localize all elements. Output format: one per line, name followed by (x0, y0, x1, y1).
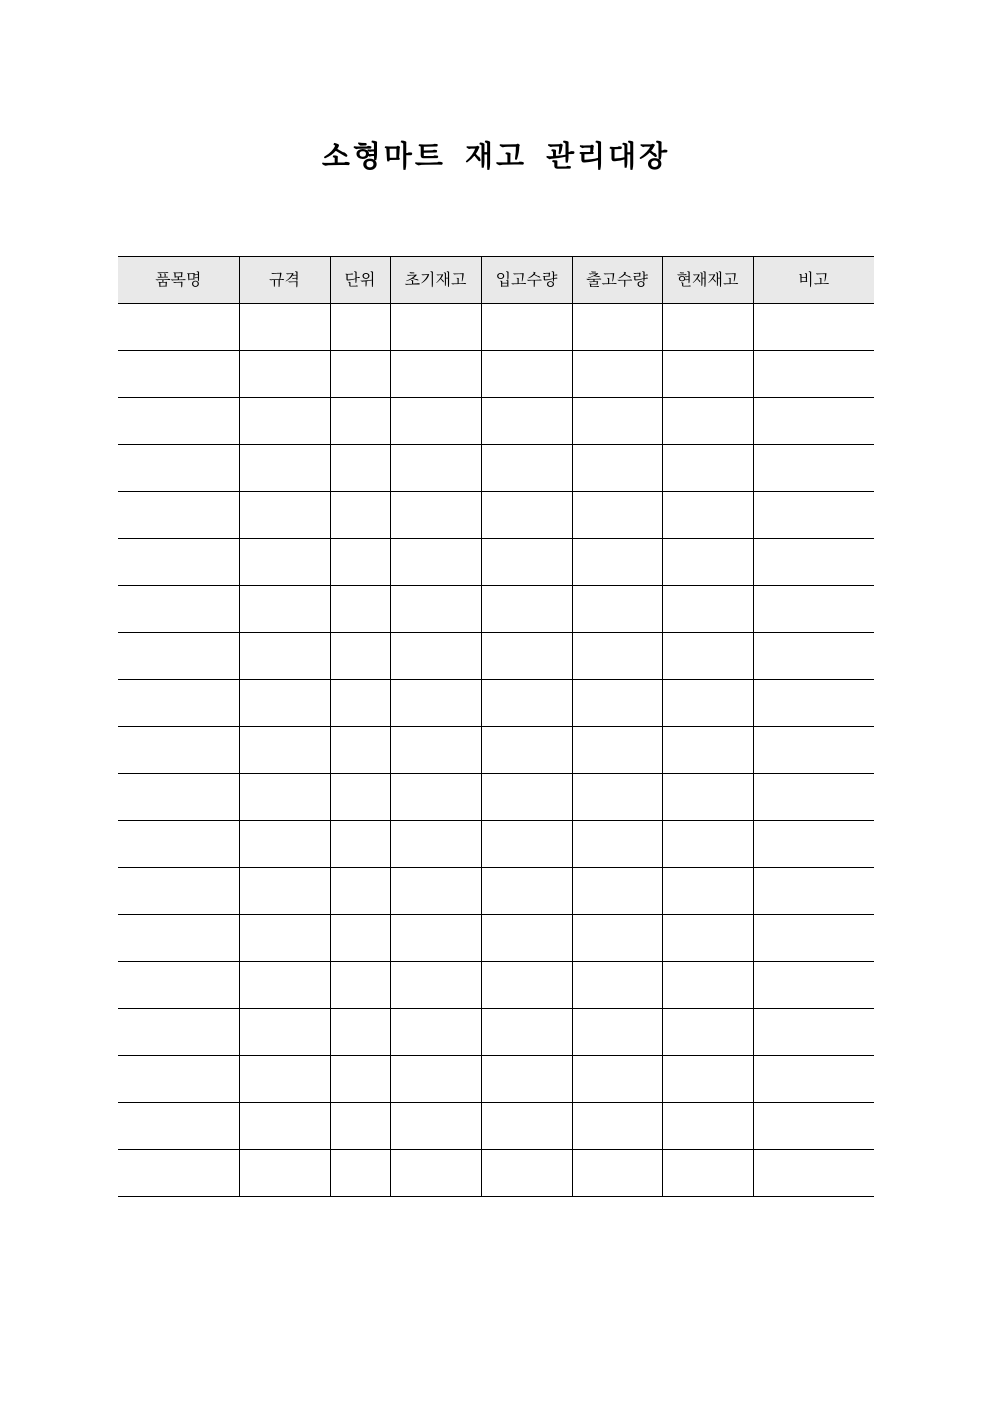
cell-item-name[interactable] (118, 1103, 239, 1150)
cell-remarks[interactable] (753, 727, 874, 774)
cell-current-stock[interactable] (662, 727, 753, 774)
cell-initial-stock[interactable] (390, 774, 481, 821)
cell-unit[interactable] (330, 915, 390, 962)
table-row (118, 633, 874, 680)
table-row (118, 398, 874, 445)
table-row (118, 868, 874, 915)
cell-current-stock[interactable] (662, 1103, 753, 1150)
cell-unit[interactable] (330, 868, 390, 915)
cell-spec[interactable] (239, 1009, 330, 1056)
cell-remarks[interactable] (753, 492, 874, 539)
cell-shipped-qty[interactable] (572, 727, 662, 774)
cell-initial-stock[interactable] (390, 304, 481, 351)
cell-spec[interactable] (239, 727, 330, 774)
cell-unit[interactable] (330, 962, 390, 1009)
cell-initial-stock[interactable] (390, 539, 481, 586)
cell-received-qty[interactable] (481, 304, 572, 351)
cell-initial-stock[interactable] (390, 1150, 481, 1197)
cell-received-qty[interactable] (481, 445, 572, 492)
cell-received-qty[interactable] (481, 680, 572, 727)
cell-received-qty[interactable] (481, 868, 572, 915)
cell-current-stock[interactable] (662, 539, 753, 586)
cell-spec[interactable] (239, 492, 330, 539)
cell-item-name[interactable] (118, 680, 239, 727)
cell-initial-stock[interactable] (390, 680, 481, 727)
cell-initial-stock[interactable] (390, 445, 481, 492)
cell-current-stock[interactable] (662, 492, 753, 539)
cell-shipped-qty[interactable] (572, 915, 662, 962)
cell-shipped-qty[interactable] (572, 821, 662, 868)
cell-spec[interactable] (239, 1056, 330, 1103)
table-row (118, 680, 874, 727)
table-body (118, 304, 874, 1197)
cell-current-stock[interactable] (662, 351, 753, 398)
cell-received-qty[interactable] (481, 633, 572, 680)
cell-current-stock[interactable] (662, 633, 753, 680)
table-row (118, 304, 874, 351)
cell-initial-stock[interactable] (390, 1009, 481, 1056)
cell-current-stock[interactable] (662, 1056, 753, 1103)
header-received-qty: 입고수량 (481, 257, 572, 304)
cell-remarks[interactable] (753, 351, 874, 398)
cell-item-name[interactable] (118, 1009, 239, 1056)
cell-item-name[interactable] (118, 351, 239, 398)
cell-spec[interactable] (239, 774, 330, 821)
cell-initial-stock[interactable] (390, 868, 481, 915)
table-row (118, 962, 874, 1009)
table-row (118, 1150, 874, 1197)
cell-unit[interactable] (330, 304, 390, 351)
cell-item-name[interactable] (118, 727, 239, 774)
cell-remarks[interactable] (753, 962, 874, 1009)
cell-shipped-qty[interactable] (572, 586, 662, 633)
cell-remarks[interactable] (753, 1103, 874, 1150)
cell-spec[interactable] (239, 633, 330, 680)
cell-initial-stock[interactable] (390, 351, 481, 398)
cell-received-qty[interactable] (481, 821, 572, 868)
cell-remarks[interactable] (753, 633, 874, 680)
cell-item-name[interactable] (118, 868, 239, 915)
inventory-table (118, 256, 874, 1197)
cell-remarks[interactable] (753, 774, 874, 821)
cell-received-qty[interactable] (481, 398, 572, 445)
cell-spec[interactable] (239, 304, 330, 351)
cell-initial-stock[interactable] (390, 1056, 481, 1103)
cell-current-stock[interactable] (662, 680, 753, 727)
cell-received-qty[interactable] (481, 962, 572, 1009)
cell-initial-stock[interactable] (390, 633, 481, 680)
cell-received-qty[interactable] (481, 774, 572, 821)
cell-initial-stock[interactable] (390, 398, 481, 445)
cell-spec[interactable] (239, 1150, 330, 1197)
table-row (118, 915, 874, 962)
cell-received-qty[interactable] (481, 1009, 572, 1056)
cell-item-name[interactable] (118, 962, 239, 1009)
cell-item-name[interactable] (118, 586, 239, 633)
cell-current-stock[interactable] (662, 586, 753, 633)
cell-current-stock[interactable] (662, 821, 753, 868)
table-row (118, 586, 874, 633)
cell-unit[interactable] (330, 1103, 390, 1150)
table-row (118, 821, 874, 868)
cell-received-qty[interactable] (481, 351, 572, 398)
cell-initial-stock[interactable] (390, 727, 481, 774)
cell-current-stock[interactable] (662, 915, 753, 962)
cell-shipped-qty[interactable] (572, 962, 662, 1009)
cell-shipped-qty[interactable] (572, 1150, 662, 1197)
cell-remarks[interactable] (753, 868, 874, 915)
table-row (118, 774, 874, 821)
cell-spec[interactable] (239, 915, 330, 962)
cell-shipped-qty[interactable] (572, 774, 662, 821)
cell-received-qty[interactable] (481, 492, 572, 539)
cell-unit[interactable] (330, 727, 390, 774)
cell-remarks[interactable] (753, 915, 874, 962)
cell-received-qty[interactable] (481, 727, 572, 774)
cell-item-name[interactable] (118, 445, 239, 492)
cell-initial-stock[interactable] (390, 962, 481, 1009)
table-row (118, 445, 874, 492)
page-title: 소형마트 재고 관리대장 (321, 139, 671, 173)
table-row (118, 539, 874, 586)
cell-spec[interactable] (239, 539, 330, 586)
cell-remarks[interactable] (753, 1009, 874, 1056)
cell-unit[interactable] (330, 539, 390, 586)
cell-remarks[interactable] (753, 398, 874, 445)
cell-unit[interactable] (330, 586, 390, 633)
cell-spec[interactable] (239, 680, 330, 727)
cell-received-qty[interactable] (481, 586, 572, 633)
header-current-stock: 현재재고 (662, 257, 753, 304)
cell-shipped-qty[interactable] (572, 398, 662, 445)
cell-received-qty[interactable] (481, 1056, 572, 1103)
cell-remarks[interactable] (753, 680, 874, 727)
cell-current-stock[interactable] (662, 398, 753, 445)
header-initial-stock: 초기재고 (390, 257, 481, 304)
cell-unit[interactable] (330, 1150, 390, 1197)
cell-item-name[interactable] (118, 304, 239, 351)
table-row (118, 351, 874, 398)
cell-initial-stock[interactable] (390, 492, 481, 539)
cell-remarks[interactable] (753, 821, 874, 868)
cell-remarks[interactable] (753, 445, 874, 492)
header-remarks: 비고 (753, 257, 874, 304)
cell-remarks[interactable] (753, 304, 874, 351)
cell-unit[interactable] (330, 351, 390, 398)
cell-unit[interactable] (330, 633, 390, 680)
cell-unit[interactable] (330, 680, 390, 727)
cell-initial-stock[interactable] (390, 1103, 481, 1150)
cell-initial-stock[interactable] (390, 821, 481, 868)
cell-unit[interactable] (330, 774, 390, 821)
cell-shipped-qty[interactable] (572, 1009, 662, 1056)
cell-shipped-qty[interactable] (572, 304, 662, 351)
cell-item-name[interactable] (118, 633, 239, 680)
table-row (118, 727, 874, 774)
header-spec: 규격 (239, 257, 330, 304)
cell-received-qty[interactable] (481, 1150, 572, 1197)
cell-current-stock[interactable] (662, 1150, 753, 1197)
cell-unit[interactable] (330, 821, 390, 868)
table-row (118, 1103, 874, 1150)
cell-spec[interactable] (239, 1103, 330, 1150)
cell-item-name[interactable] (118, 774, 239, 821)
cell-unit[interactable] (330, 1009, 390, 1056)
cell-shipped-qty[interactable] (572, 351, 662, 398)
cell-spec[interactable] (239, 962, 330, 1009)
cell-received-qty[interactable] (481, 1103, 572, 1150)
cell-remarks[interactable] (753, 1150, 874, 1197)
cell-current-stock[interactable] (662, 445, 753, 492)
cell-shipped-qty[interactable] (572, 868, 662, 915)
cell-shipped-qty[interactable] (572, 680, 662, 727)
header-item-name: 품목명 (118, 257, 239, 304)
table-row (118, 1056, 874, 1103)
cell-unit[interactable] (330, 398, 390, 445)
cell-item-name[interactable] (118, 398, 239, 445)
cell-spec[interactable] (239, 868, 330, 915)
cell-spec[interactable] (239, 586, 330, 633)
cell-remarks[interactable] (753, 586, 874, 633)
cell-spec[interactable] (239, 821, 330, 868)
cell-spec[interactable] (239, 398, 330, 445)
table-header-row (118, 257, 874, 304)
cell-unit[interactable] (330, 1056, 390, 1103)
table-row (118, 492, 874, 539)
cell-remarks[interactable] (753, 539, 874, 586)
cell-shipped-qty[interactable] (572, 633, 662, 680)
cell-current-stock[interactable] (662, 774, 753, 821)
header-shipped-qty: 출고수량 (572, 257, 662, 304)
cell-received-qty[interactable] (481, 915, 572, 962)
cell-initial-stock[interactable] (390, 915, 481, 962)
cell-item-name[interactable] (118, 1150, 239, 1197)
cell-shipped-qty[interactable] (572, 445, 662, 492)
cell-unit[interactable] (330, 445, 390, 492)
cell-initial-stock[interactable] (390, 586, 481, 633)
cell-spec[interactable] (239, 445, 330, 492)
cell-item-name[interactable] (118, 1056, 239, 1103)
cell-unit[interactable] (330, 492, 390, 539)
cell-received-qty[interactable] (481, 539, 572, 586)
cell-spec[interactable] (239, 351, 330, 398)
cell-item-name[interactable] (118, 915, 239, 962)
cell-current-stock[interactable] (662, 1009, 753, 1056)
table-row (118, 1009, 874, 1056)
cell-current-stock[interactable] (662, 962, 753, 1009)
cell-shipped-qty[interactable] (572, 1103, 662, 1150)
cell-shipped-qty[interactable] (572, 1056, 662, 1103)
cell-current-stock[interactable] (662, 868, 753, 915)
cell-shipped-qty[interactable] (572, 539, 662, 586)
cell-item-name[interactable] (118, 539, 239, 586)
header-unit: 단위 (330, 257, 390, 304)
cell-item-name[interactable] (118, 492, 239, 539)
cell-remarks[interactable] (753, 1056, 874, 1103)
cell-item-name[interactable] (118, 821, 239, 868)
cell-current-stock[interactable] (662, 304, 753, 351)
cell-shipped-qty[interactable] (572, 492, 662, 539)
